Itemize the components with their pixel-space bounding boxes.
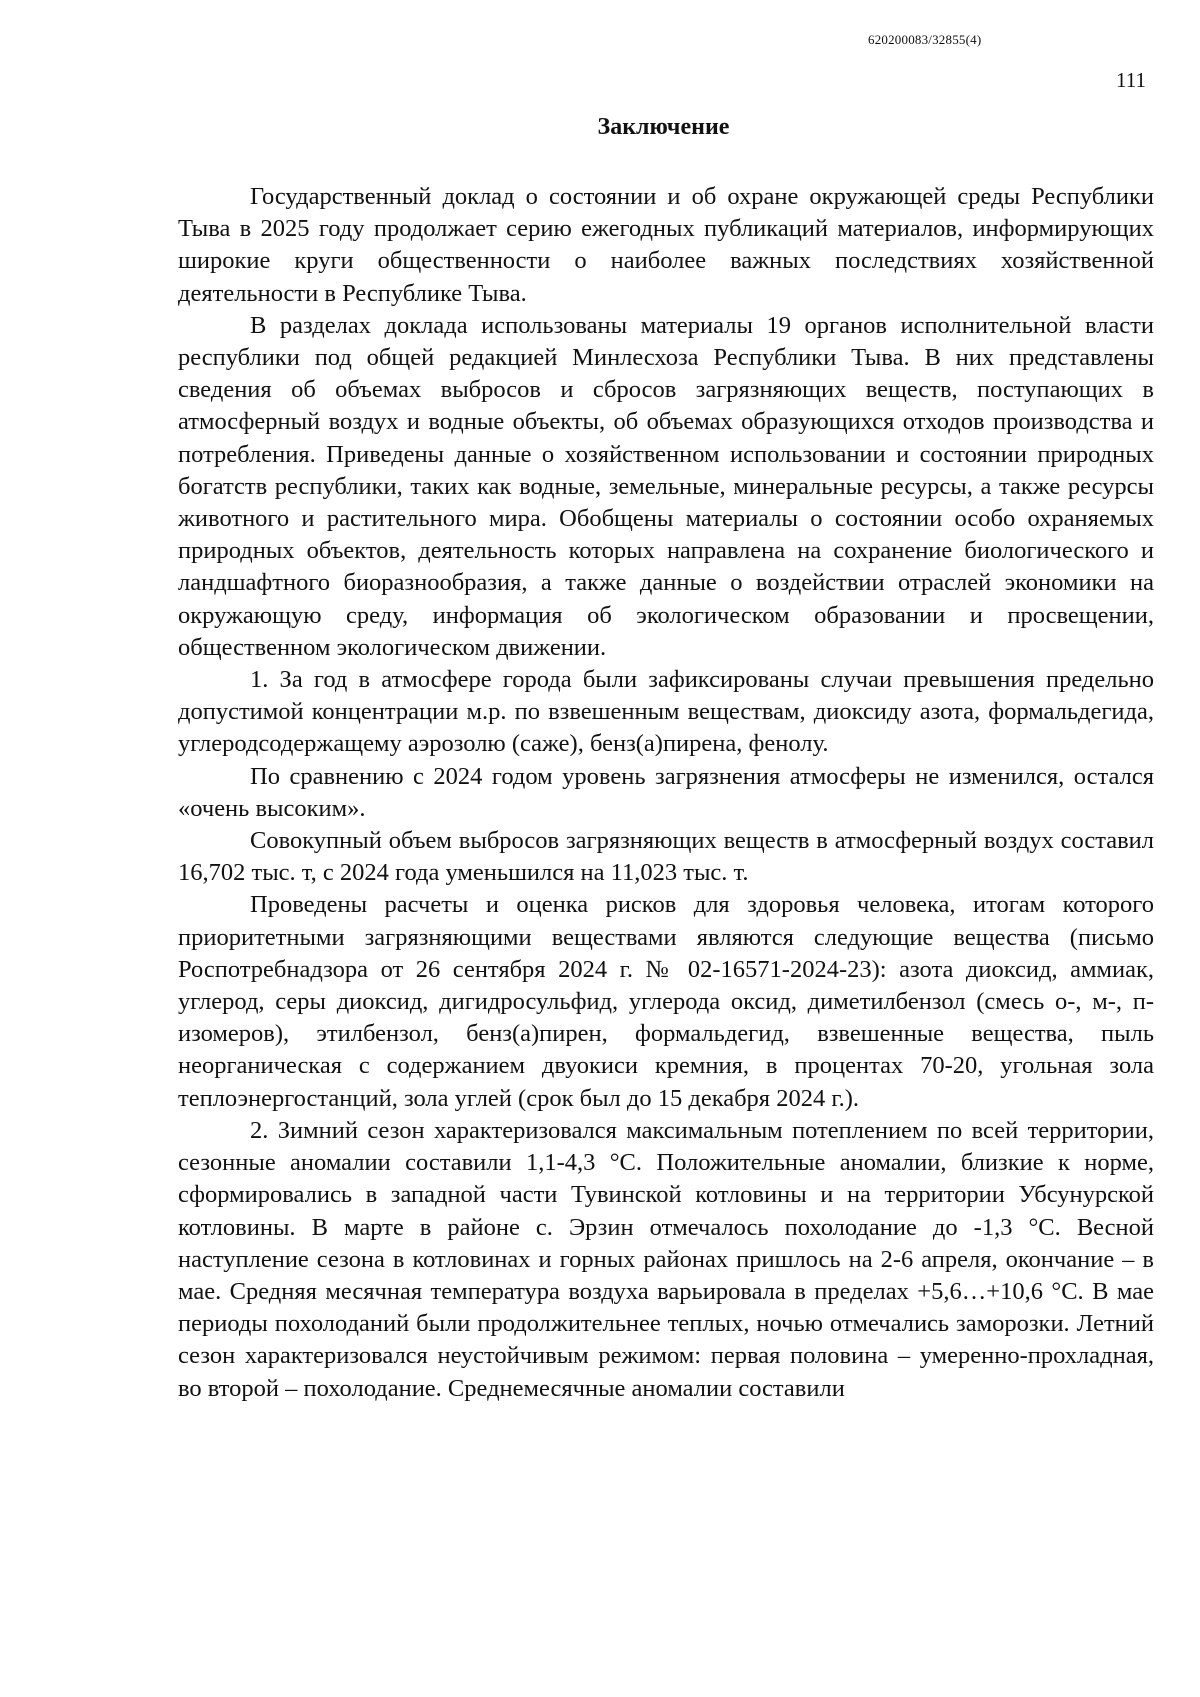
section-title: Заключение	[597, 114, 730, 140]
paragraph: По сравнению с 2024 годом уровень загрязнения атмосферы не изменился, остался «очень высоким».	[178, 762, 1154, 822]
paragraph: 2. Зимний сезон характеризовался максимальным потеплением по всей территории, сезонные аномалии составили 1,1-4,3 °С. Положительные аномалии, близкие к норме, сформировались в западной части Тувинской котловины и на территории Убсунурской котловины. В марте в районе с. Эрзин отмечалось похолодание до -1,3 °С. Весной наступление сезона в котловинах и горных районах пришлось на 2-6 апреля, окончание – в мае. Средняя месячная температура воздуха варьировала в пределах +5,6…+10,6 °С. В мае периоды похолоданий были продолжительнее теплых, ночью отмечались заморозки. Летний сезон характеризовался неустойчивым режимом: первая половина – умеренно-прохладная, во второй – похолодание. Среднемесячные аномалии составили	[178, 1116, 1154, 1402]
paragraph: В разделах доклада использованы материалы 19 органов исполнительной власти республики под общей редакцией Минлесхоза Республики Тыва. В них представлены сведения об объемах выбросов и сбросов загрязняющих веществ, поступающих в атмосферный воздух и водные объекты, об объемах образующихся отходов производства и потребления. Приведены данные о хозяйственном использовании и состоянии природных богатств республики, таких как водные, земельные, минеральные ресурсы, а также ресурсы животного и растительного мира. Обобщены материалы о состоянии особо охраняемых природных объектов, деятельность которых направлена на сохранение биологического и ландшафтного биоразнообразия, а также данные о воздействии отраслей экономики на окружающую среду, информация об экологическом образовании и просвещении, общественном экологическом движении.	[178, 311, 1154, 661]
body-text	[178, 181, 1154, 1405]
paragraph: Совокупный объем выбросов загрязняющих веществ в атмосферный воздух составил 16,702 тыс. т, с 2024 года уменьшился на 11,023 тыс. т.	[178, 827, 1154, 887]
paragraph: Государственный доклад о состоянии и об охране окружающей среды Республики Тыва в 2025 году продолжает серию ежегодных публикаций материалов, информирующих широкие круги общественности о наиболее важных последствиях хозяйственной деятельности в Республике Тыва.	[178, 183, 1154, 307]
page-number: 111	[1116, 68, 1146, 92]
paragraph: Проведены расчеты и оценка рисков для здоровья человека, итогам которого приоритетными загрязняющими веществами являются следующие вещества (письмо Роспотребнадзора от 26 сентября 2024 г. № 02-16571-2024-23): азота диоксид, аммиак, углерод, серы диоксид, дигидросульфид, углерода оксид, диметилбензол (смесь о-, м-, п- изомеров), этилбензол, бенз(а)пирен, формальдегид, взвешенные вещества, пыль неорганическая с содержанием двуокиси кремния, в процентах 70-20, угольная зола теплоэнергостанций, зола углей (срок был до 15 декабря 2024 г.).	[178, 891, 1154, 1112]
paragraph: 1. За год в атмосфере города были зафиксированы случаи превышения предельно допустимой концентрации м.р. по взвешенным веществам, диоксиду азота, формальдегида, углеродсодержащему аэрозолю (саже), бенз(а)пирена, фенолу.	[178, 666, 1154, 758]
document-number: 620200083/32855(4)	[868, 32, 982, 47]
